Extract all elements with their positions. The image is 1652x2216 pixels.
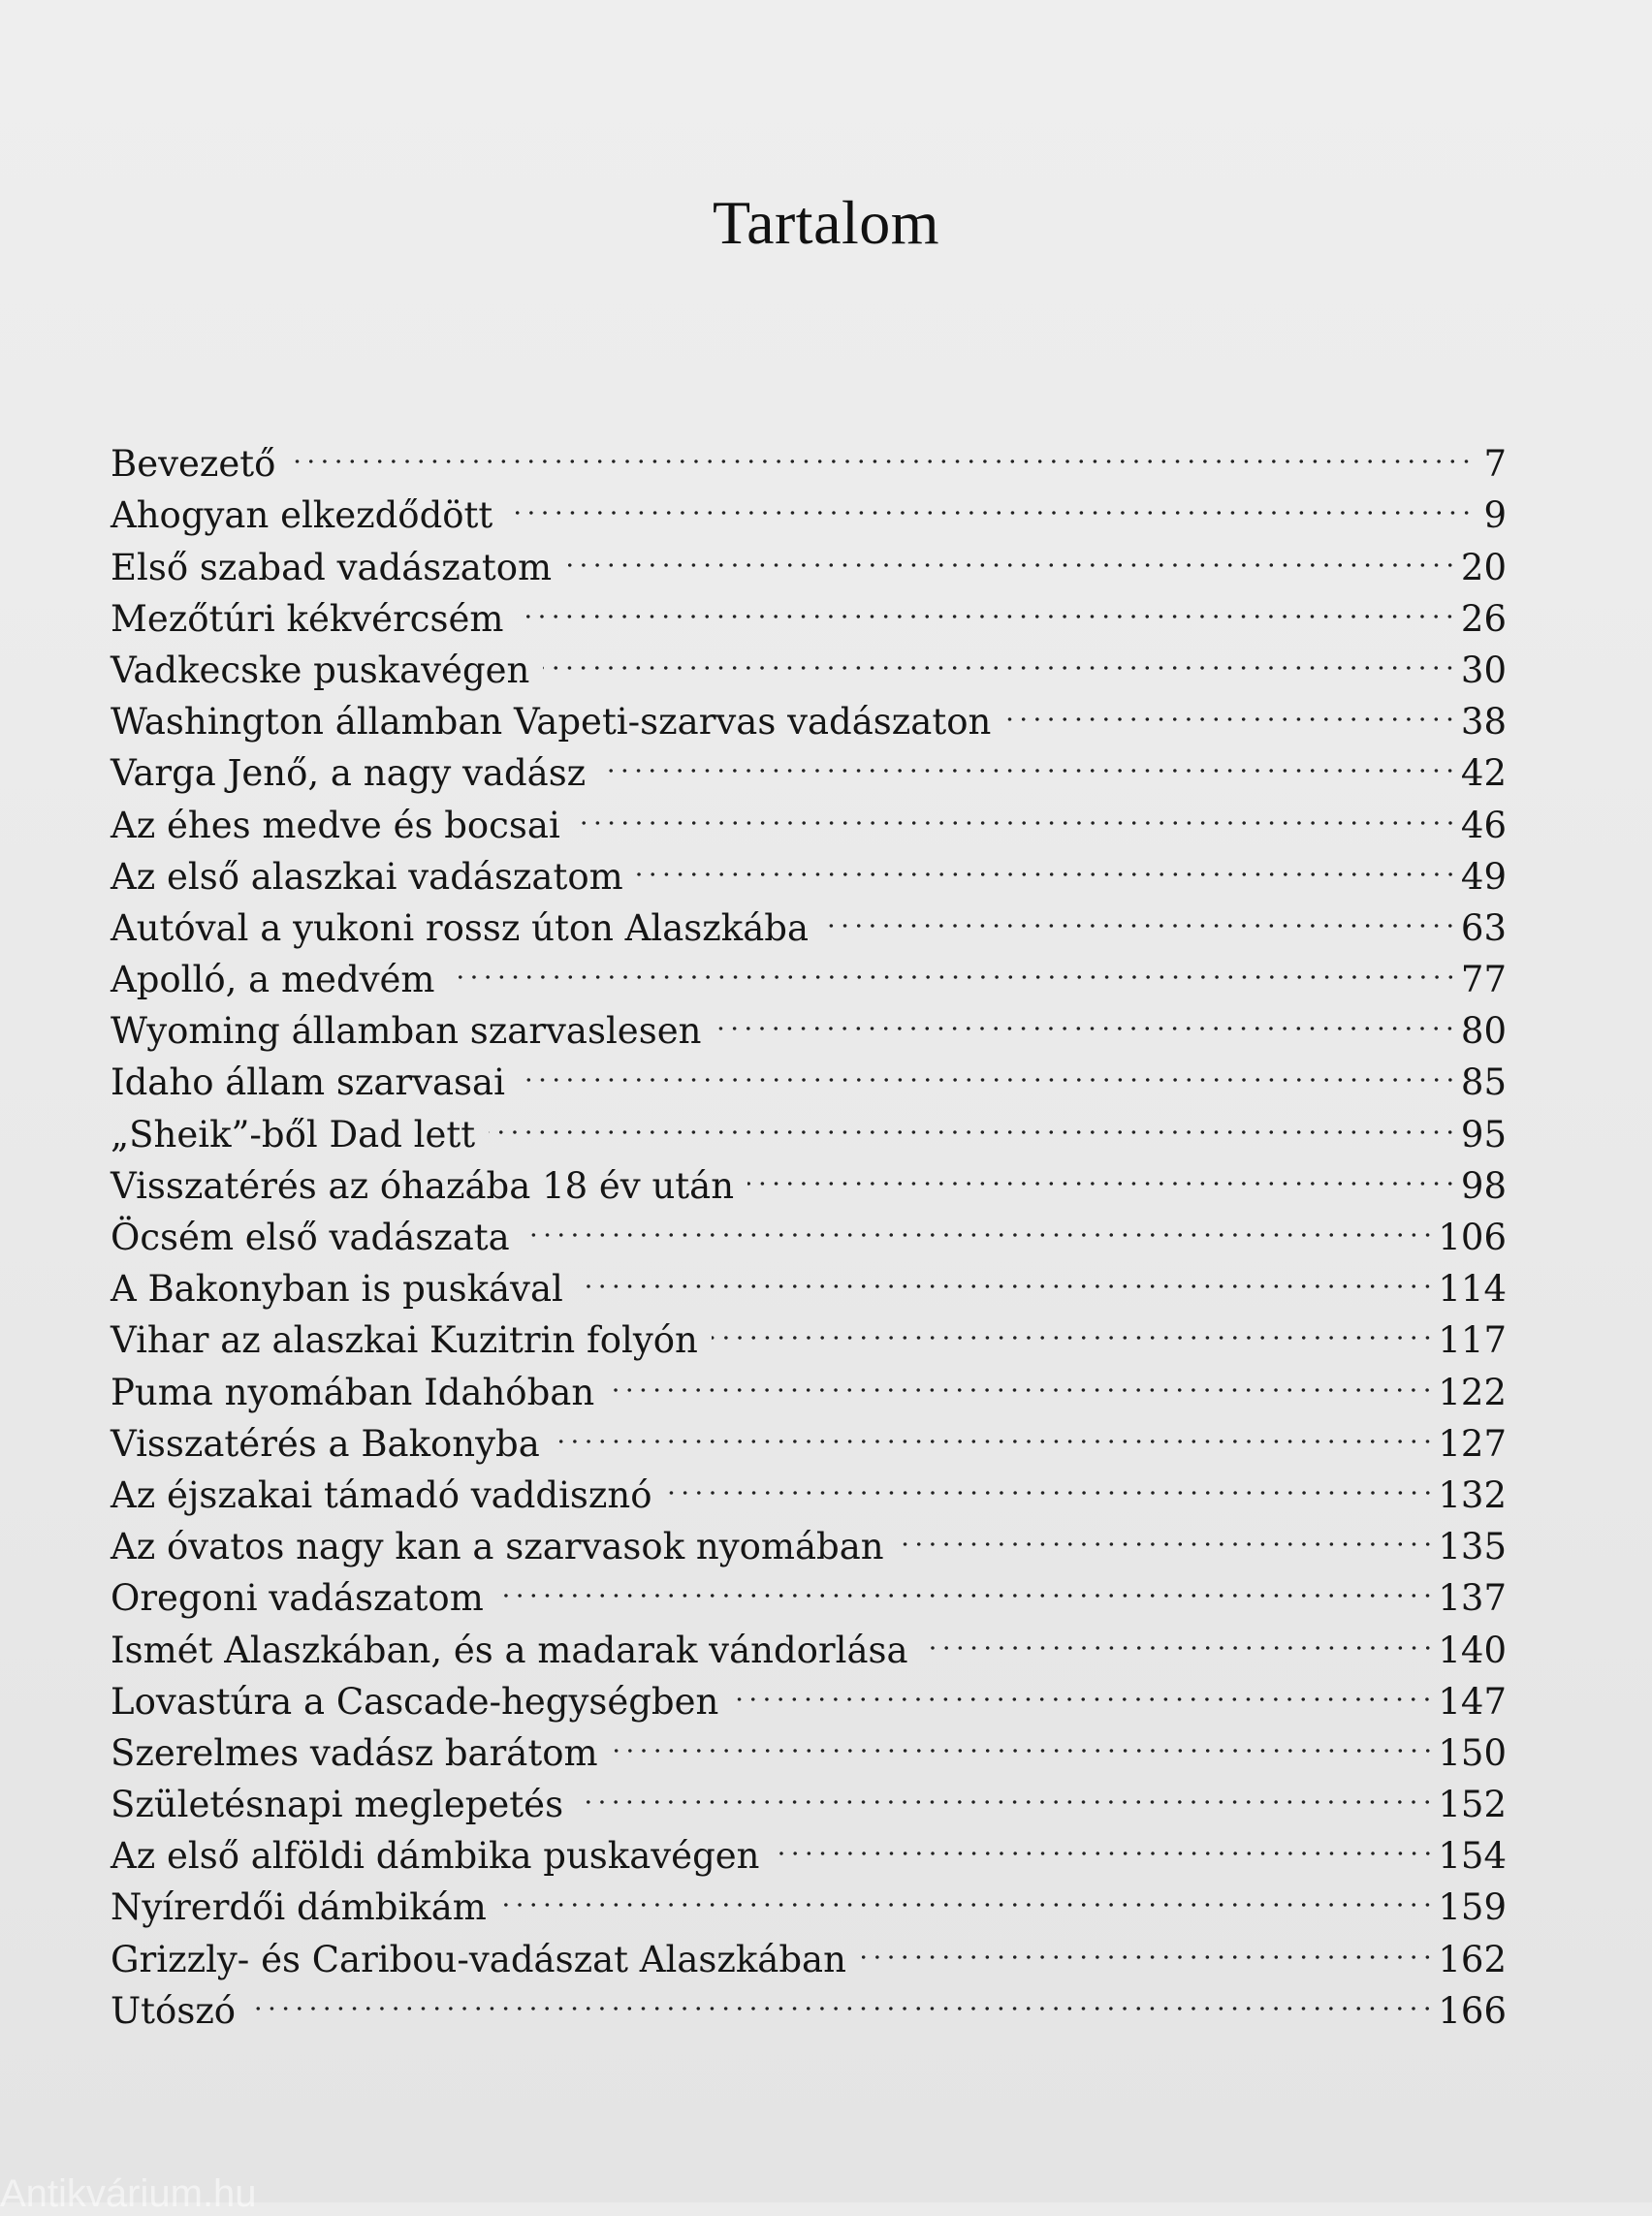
toc-dot-leader bbox=[774, 1817, 1435, 1868]
toc-dot-leader bbox=[860, 1919, 1434, 1971]
toc-entry-title: Az óvatos nagy kan a szarvasok nyomában bbox=[111, 1526, 884, 1568]
watermark: Antikvárium.hu bbox=[0, 2172, 257, 2215]
toc-entry-page-number: 30 bbox=[1460, 649, 1507, 691]
toc-dot-leader bbox=[822, 889, 1457, 940]
toc-dot-leader bbox=[489, 1094, 1457, 1146]
toc-entry-title: Ahogyan elkezdődött bbox=[111, 494, 493, 537]
toc-entry-title: Vihar az alaszkai Kuzitrin folyón bbox=[111, 1319, 698, 1362]
toc-entry-page-number: 127 bbox=[1438, 1422, 1507, 1465]
toc-entry-page-number: 106 bbox=[1438, 1217, 1507, 1258]
toc-entry-title: Idaho állam szarvasai bbox=[111, 1061, 505, 1104]
toc-entry-title: Bevezető bbox=[111, 443, 276, 486]
toc-entry-page-number: 98 bbox=[1460, 1164, 1507, 1207]
toc-dot-leader bbox=[554, 1405, 1435, 1456]
table-of-contents bbox=[111, 425, 1507, 2032]
toc-entry-page-number: 150 bbox=[1438, 1731, 1507, 1774]
toc-dot-leader bbox=[497, 1559, 1435, 1610]
toc-entry-page-number: 122 bbox=[1438, 1371, 1507, 1413]
toc-entry-title: Vadkecske puskavégen bbox=[111, 649, 530, 691]
toc-dot-leader bbox=[637, 838, 1457, 889]
toc-dot-leader bbox=[565, 527, 1457, 579]
toc-dot-leader bbox=[577, 1765, 1434, 1817]
toc-dot-leader bbox=[577, 1250, 1435, 1301]
toc-dot-leader bbox=[608, 1352, 1434, 1404]
toc-dot-leader bbox=[449, 940, 1457, 992]
toc-entry-title: Nyírerdői dámbikám bbox=[111, 1886, 487, 1929]
toc-entry-page-number: 63 bbox=[1460, 906, 1507, 949]
toc-entry-title: Öcsém első vadászata bbox=[111, 1217, 510, 1258]
toc-entry-title: A Bakonyban is puskával bbox=[111, 1268, 563, 1311]
toc-entry-title: Mezőtúri kékvércsém bbox=[111, 597, 504, 640]
toc-entry-title: Wyoming államban szarvaslesen bbox=[111, 1010, 702, 1053]
toc-entry-page-number: 95 bbox=[1460, 1113, 1507, 1155]
toc-entry-page-number: 77 bbox=[1460, 959, 1507, 1001]
toc-dot-leader bbox=[599, 734, 1457, 785]
toc-entry-title: Ismét Alaszkában, és a madarak vándorlása bbox=[111, 1629, 908, 1671]
toc-dot-leader bbox=[922, 1610, 1435, 1662]
toc-entry-title: Washington államban Vapeti-szarvas vadászaton bbox=[111, 701, 992, 744]
toc-entry-title: Első szabad vadászatom bbox=[111, 546, 553, 588]
toc-entry-title: Az éjszakai támadó vaddisznó bbox=[111, 1473, 652, 1516]
page-title: Tartalom bbox=[712, 187, 940, 257]
toc-dot-leader bbox=[1004, 682, 1457, 734]
toc-entry-title: Autóval a yukoni rossz úton Alaszkába bbox=[111, 906, 810, 949]
toc-dot-leader bbox=[517, 580, 1456, 631]
toc-entry-page-number: 137 bbox=[1438, 1577, 1507, 1620]
toc-entry-title: Varga Jenő, a nagy vadász bbox=[111, 752, 587, 795]
toc-entry-page-number: 85 bbox=[1460, 1061, 1507, 1104]
toc-dot-leader bbox=[747, 1147, 1457, 1198]
toc-dot-leader bbox=[574, 785, 1457, 837]
toc-entry-page-number: 7 bbox=[1483, 443, 1507, 486]
toc-dot-leader bbox=[524, 1198, 1435, 1250]
toc-entry-title: Az éhes medve és bocsai bbox=[111, 804, 560, 846]
toc-entry-title: Grizzly- és Caribou-vadászat Alaszkában bbox=[111, 1938, 846, 1980]
toc-dot-leader bbox=[289, 425, 1474, 476]
toc-dot-leader bbox=[506, 476, 1474, 527]
toc-dot-leader bbox=[666, 1456, 1435, 1507]
toc-entry-page-number: 38 bbox=[1460, 701, 1507, 744]
toc-entry-page-number: 46 bbox=[1460, 804, 1507, 846]
toc-entry-title: Visszatérés a Bakonyba bbox=[111, 1422, 540, 1465]
toc-entry-title: Oregoni vadászatom bbox=[111, 1577, 484, 1620]
toc-entry-page-number: 20 bbox=[1460, 546, 1507, 588]
toc-dot-leader bbox=[612, 1714, 1435, 1765]
toc-entry-title: Visszatérés az óhazába 18 év után bbox=[111, 1164, 735, 1207]
toc-dot-leader bbox=[712, 1301, 1435, 1352]
toc-dot-leader bbox=[543, 631, 1457, 682]
toc-dot-leader bbox=[519, 1043, 1457, 1094]
toc-entry-page-number: 147 bbox=[1438, 1680, 1507, 1723]
toc-entry bbox=[111, 425, 1507, 486]
toc-entry bbox=[111, 476, 1507, 537]
toc-entry-page-number: 135 bbox=[1438, 1526, 1507, 1568]
toc-entry-page-number: 140 bbox=[1438, 1629, 1507, 1671]
toc-dot-leader bbox=[500, 1868, 1435, 1919]
toc-entry-page-number: 166 bbox=[1438, 1989, 1507, 2032]
toc-entry-page-number: 26 bbox=[1460, 597, 1507, 640]
toc-entry-page-number: 162 bbox=[1438, 1938, 1507, 1980]
toc-entry-page-number: 154 bbox=[1438, 1835, 1507, 1878]
toc-entry-title: Lovastúra a Cascade-hegységben bbox=[111, 1680, 719, 1723]
toc-entry bbox=[111, 1972, 1507, 2032]
toc-entry-page-number: 49 bbox=[1460, 855, 1507, 898]
toc-entry-page-number: 152 bbox=[1438, 1784, 1507, 1826]
toc-dot-leader bbox=[898, 1507, 1435, 1559]
toc-entry-title: „Sheik”-ből Dad lett bbox=[111, 1113, 476, 1155]
toc-entry-page-number: 42 bbox=[1460, 752, 1507, 795]
toc-entry-page-number: 132 bbox=[1438, 1473, 1507, 1516]
toc-entry-page-number: 80 bbox=[1460, 1010, 1507, 1053]
toc-entry-title: Puma nyomában Idahóban bbox=[111, 1371, 595, 1413]
toc-entry-page-number: 114 bbox=[1438, 1268, 1507, 1311]
toc-dot-leader bbox=[249, 1972, 1434, 2023]
toc-entry-page-number: 117 bbox=[1438, 1319, 1507, 1362]
toc-entry-title: Születésnapi meglepetés bbox=[111, 1784, 564, 1826]
toc-entry-title: Utószó bbox=[111, 1989, 237, 2032]
toc-entry-title: Az első alaszkai vadászatom bbox=[111, 855, 623, 898]
toc-dot-leader bbox=[732, 1662, 1434, 1714]
toc-dot-leader bbox=[715, 992, 1456, 1043]
toc-entry-title: Az első alföldi dámbika puskavégen bbox=[111, 1835, 760, 1878]
toc-entry-title: Szerelmes vadász barátom bbox=[111, 1731, 598, 1774]
toc-entry-page-number: 159 bbox=[1438, 1886, 1507, 1929]
toc-entry-title: Apolló, a medvém bbox=[111, 959, 435, 1001]
toc-entry-page-number: 9 bbox=[1483, 494, 1507, 537]
